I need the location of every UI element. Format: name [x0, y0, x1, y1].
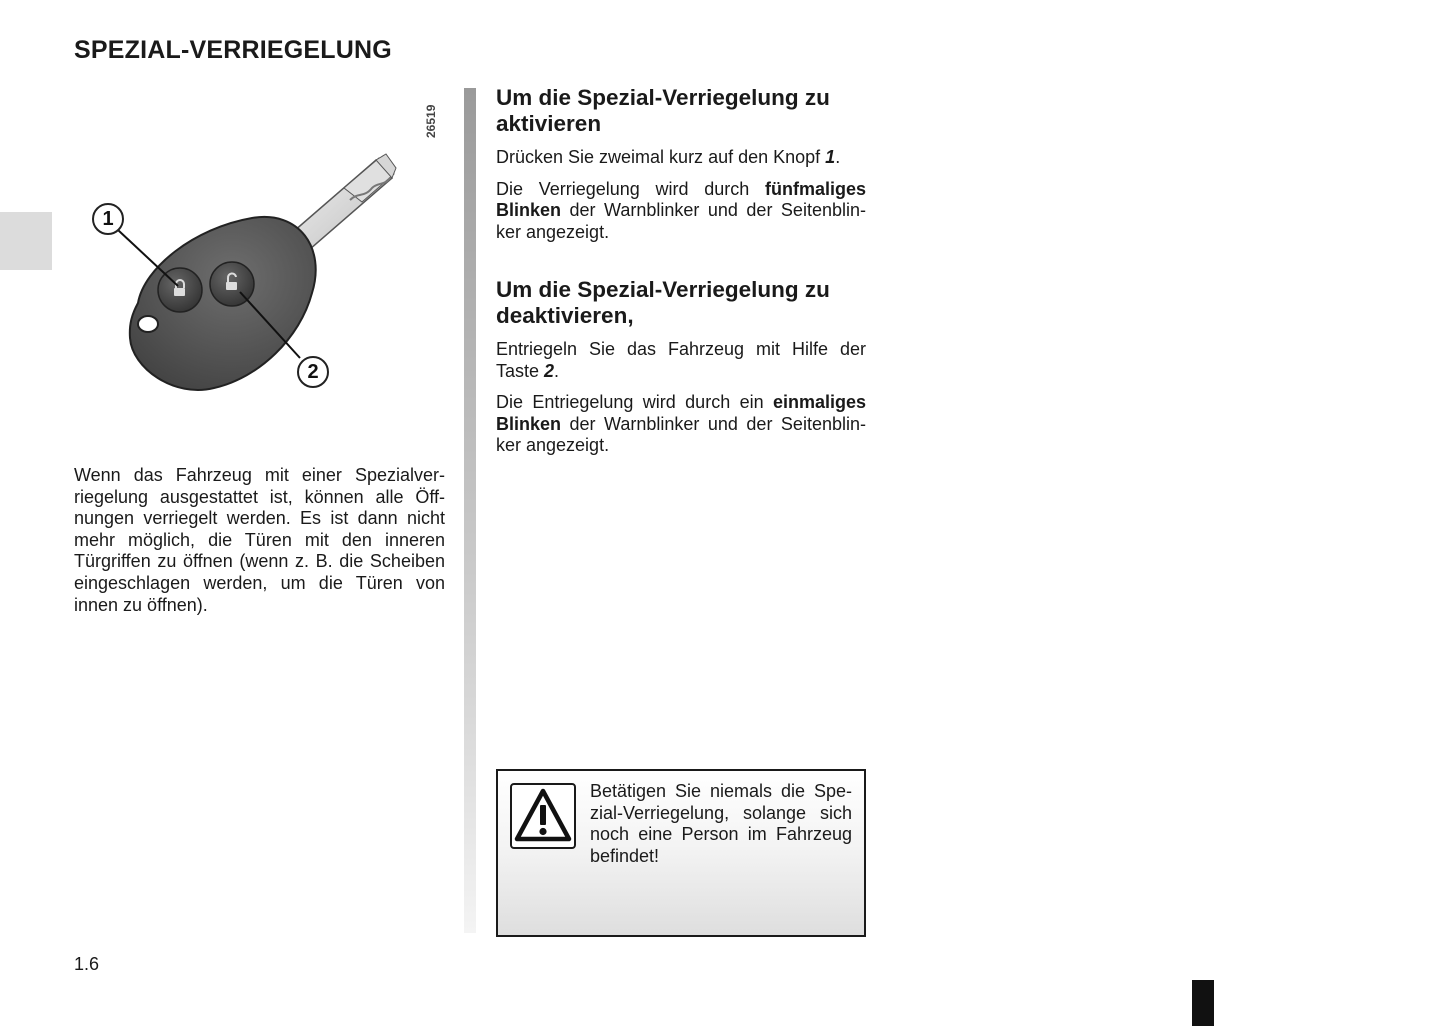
callout-2: 2 — [297, 356, 329, 388]
deactivate-step-text: Entriegeln Sie das Fahrzeug mit Hilfe der Taste — [496, 339, 866, 381]
deactivate-step-end: . — [554, 360, 560, 381]
warning-triangle-icon — [510, 783, 576, 849]
activate-step — [496, 147, 866, 169]
callout-1: 1 — [92, 203, 124, 235]
activate-section — [496, 85, 866, 243]
edge-marker — [1192, 980, 1214, 1026]
key-figure — [74, 88, 444, 428]
warning-text: Betätigen Sie niemals die Spezial-Verriegelung, solange sich noch eine Person im Fahrzeug befindet! — [590, 781, 852, 866]
activate-indication-rest: der Warnblinker und der Seitenblinker angezeigt. — [496, 200, 866, 242]
deactivate-indication-rest: der Warnblinker und der Seitenblinker angezeigt. — [496, 413, 866, 456]
deactivate-heading: Um die Spezial-Verriegelung zu deaktivieren, — [496, 277, 830, 328]
activate-indication — [496, 179, 866, 244]
deactivate-indication-text: Die Entriegelung wird durch ein — [496, 392, 773, 413]
deactivate-indication-bold: einmaliges Blinken — [496, 392, 866, 434]
activate-step-end: . — [835, 147, 841, 167]
activate-heading: Um die Spezial-Verriegelung zu aktivieren — [496, 85, 830, 136]
deactivate-step — [496, 339, 866, 382]
warning-box — [496, 769, 866, 937]
button-ref-2: 2 — [544, 360, 555, 381]
deactivate-section — [496, 277, 866, 457]
button-ref-1: 1 — [825, 147, 836, 167]
section-tab — [0, 212, 52, 270]
column-divider — [464, 88, 476, 933]
page-number: 1.6 — [74, 954, 100, 974]
figure-number: 26519 — [424, 104, 438, 138]
activate-indication-bold: fünfmaliges Blinken — [496, 178, 866, 221]
deactivate-indication — [496, 392, 866, 457]
page-title: SPEZIAL-VERRIEGELUNG — [74, 36, 392, 64]
activate-indication-text: Die Verriegelung wird durch — [496, 178, 765, 199]
intro-paragraph: Wenn das Fahrzeug mit einer Spezialverriegelung ausgestattet ist, können alle Öffnungen verriegelt werden. Es ist dann nicht mehr möglich, die Türen mit den inneren Türgriffen zu öffnen (wenn z. B. die Scheiben eingeschlagen werden, um die Türen von innen zu öffnen). — [74, 465, 445, 615]
key-fob-illustration — [74, 88, 444, 428]
activate-step-text: Drücken Sie zweimal kurz auf den Knopf — [496, 147, 826, 167]
